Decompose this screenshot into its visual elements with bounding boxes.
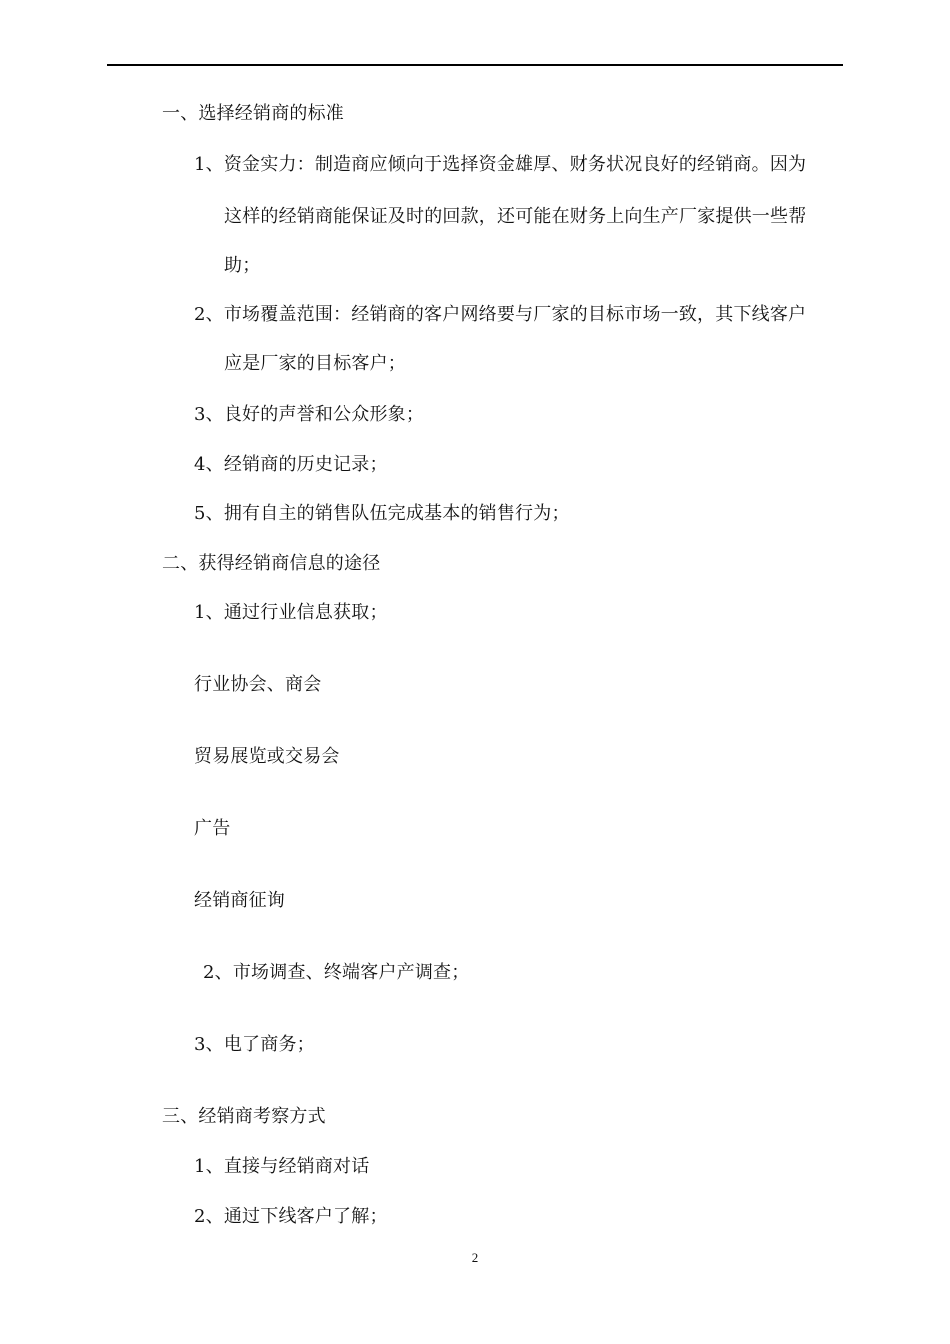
source-item-1: 1、通过行业信息获取； [194,602,388,623]
item-1-line-3: 助； [224,255,261,276]
source-subitem-exhibition: 贸易展览或交易会 [194,746,340,767]
source-subitem-advertising: 广告 [194,818,231,839]
item-1-line-1: 1、资金实力：制造商应倾向于选择资金雄厚、财务状况良好的经销商。因为 [194,154,807,175]
section-heading-2: 二、获得经销商信息的途径 [162,553,381,574]
source-item-2: 2、市场调查、终端客户产调查； [203,962,470,983]
method-item-2: 2、通过下线客户了解； [194,1206,388,1227]
item-1-line-2: 这样的经销商能保证及时的回款，还可能在财务上向生产厂家提供一些帮 [224,206,807,227]
item-2-line-1: 2、市场覆盖范围：经销商的客户网络要与厂家的目标市场一致，其下线客户 [194,304,807,325]
page-number: 2 [471,1250,479,1265]
header-rule [107,64,843,66]
section-heading-3: 三、经销商考察方式 [162,1106,326,1127]
method-item-1: 1、直接与经销商对话 [194,1156,370,1177]
source-subitem-association: 行业协会、商会 [194,674,322,695]
section-heading-1: 一、选择经销商的标准 [162,103,344,124]
item-4: 4、经销商的历史记录； [194,454,388,475]
item-3: 3、良好的声誉和公众形象； [194,404,425,425]
item-2-line-2: 应是厂家的目标客户； [224,353,406,374]
item-5: 5、拥有自主的销售队伍完成基本的销售行为； [194,503,570,524]
source-item-3: 3、电了商务； [194,1034,315,1055]
source-subitem-inquiry: 经销商征询 [194,890,285,911]
